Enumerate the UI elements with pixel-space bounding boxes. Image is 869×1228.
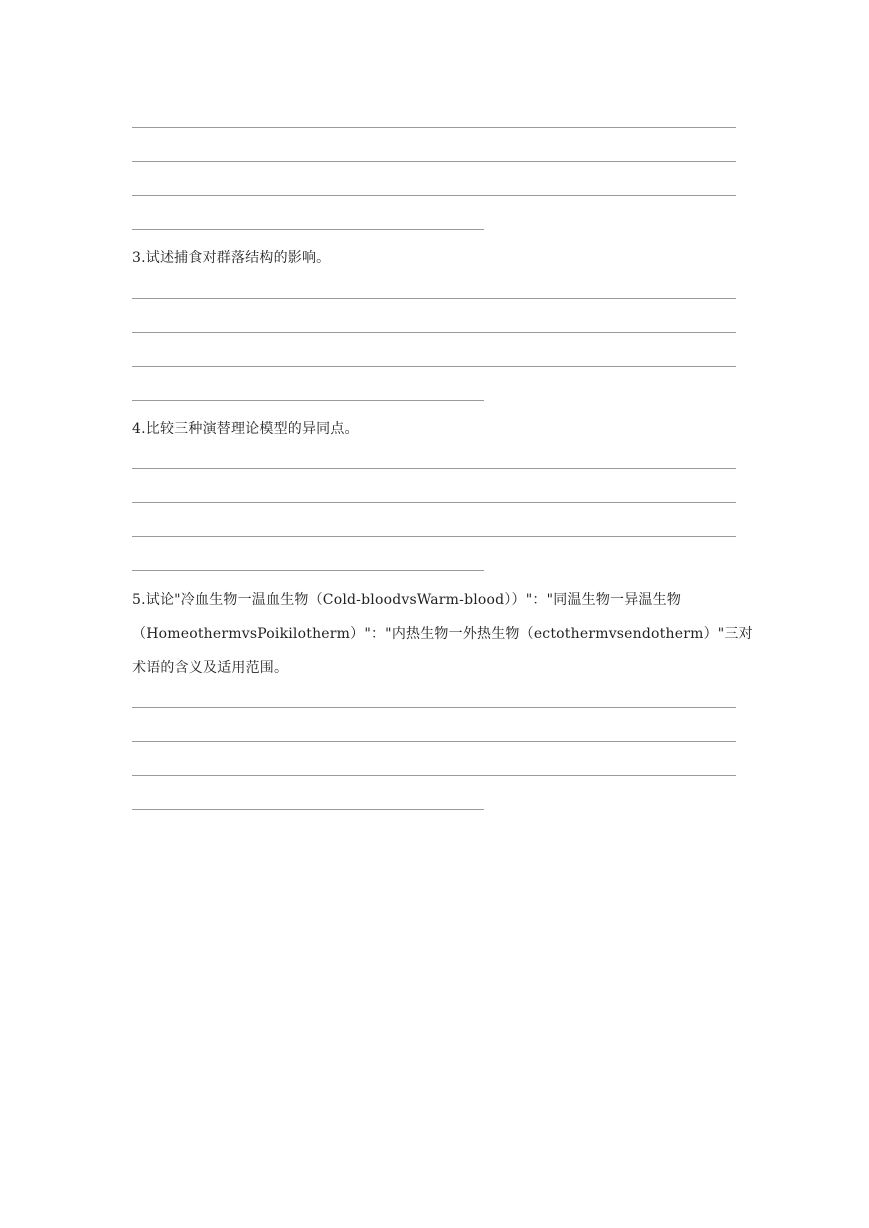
answer-line [132,127,736,128]
question-text-line-2: （HomeothermvsPoikilotherm）"："内热生物一外热生物（ectothermvsendotherm）"三对 [132,626,753,642]
question-text: 试述捕食对群落结构的影响。 [145,250,331,266]
answer-line [132,741,736,742]
question-text: 比较三种演替理论模型的异同点。 [145,421,359,437]
answer-line [132,400,484,401]
answer-line [132,775,736,776]
answer-line [132,229,484,230]
question-5 [132,583,753,685]
question-4 [132,412,742,446]
question-text-line-1: 5.试论"冷血生物一温血生物（Cold-bloodvsWarm-blood））"："同温生物一异温生物 [132,592,682,608]
answer-line [132,468,736,469]
answer-line [132,502,736,503]
answer-line [132,161,736,162]
answer-line [132,332,736,333]
question-number: 3. [132,250,146,266]
question-3 [132,241,742,275]
question-text-line-3: 术语的含义及适用范围。 [132,660,289,676]
answer-line [132,298,736,299]
answer-line [132,536,736,537]
question-number: 4. [132,421,146,437]
answer-line [132,570,484,571]
answer-line [132,195,736,196]
question-number: 5. [132,592,146,608]
answer-line [132,809,484,810]
answer-line [132,366,736,367]
answer-line [132,707,736,708]
